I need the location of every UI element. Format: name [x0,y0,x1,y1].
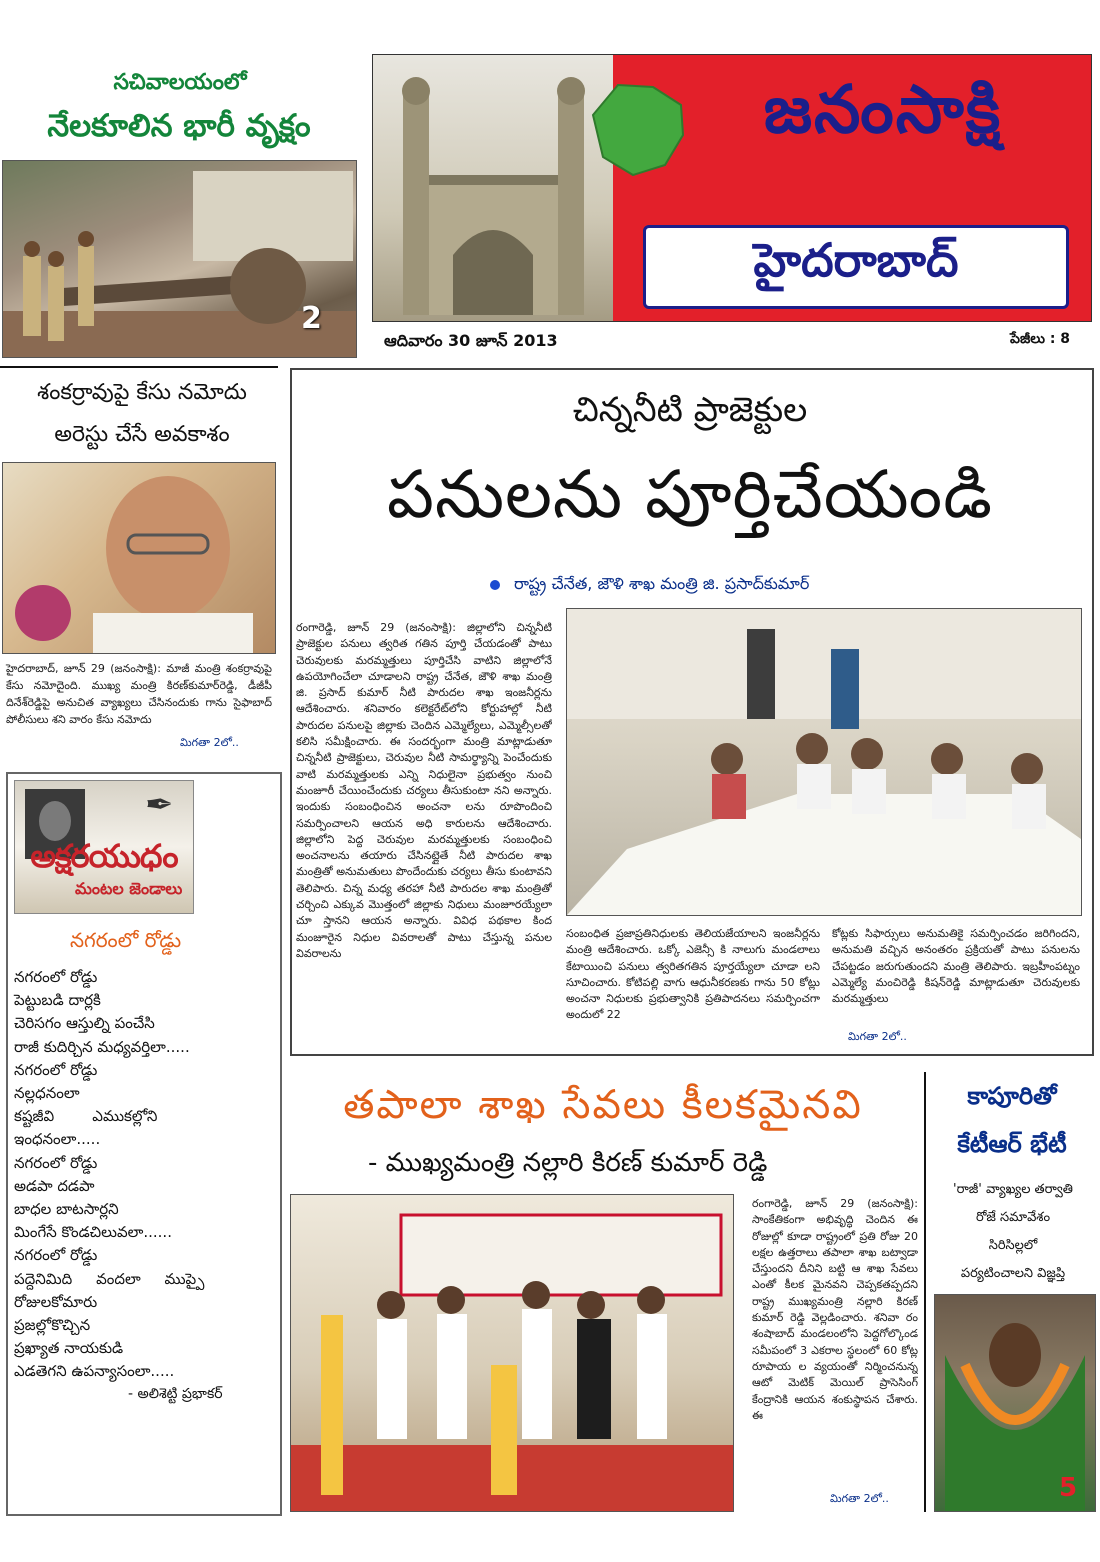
ktr-story-headline-2[interactable]: కేటీఆర్ భేటీ [957,1130,1067,1158]
masthead [372,54,1092,322]
tree-story-page-ref[interactable]: 2 [301,301,322,336]
charminar-image [373,55,613,321]
case-story-more-link[interactable]: మిగతా 2లో.. [180,736,239,749]
bullet-icon [490,580,500,590]
edition-name[interactable]: హైదరాబాద్ [753,233,959,287]
poem-title[interactable]: నగరంలో రోడ్డు [70,928,182,952]
poem-line: నగరంలో రోడ్డు [14,1060,98,1079]
fallen-tree-photo [2,160,357,358]
poem-line: నగరంలో రోడ్డు [14,968,98,986]
poem-line: నల్లధనంలా [14,1084,80,1103]
postal-story-body: రంగారెడ్డి, జూన్ 29 (జనంసాక్షి): సాంకేతికంగా అభివృద్ధి చెందిన ఈ రోజుల్లో కూడా రాష్ట్రంలో ప్రతి రోజు 20 లక్షల ఉత్తరాలు తపాలా శాఖ బట్వాడా చేస్తుందని దీనిని బట్టి ఆ శాఖ సేవలు ఎంతో కీలక మైనవని చెప్పకతప్పదని రాష్ట్ర ముఖ్యమంత్రి నల్లారి కిరణ్ కుమార్ రెడ్డి వెల్లడించారు. శనివా రం శంషాబాద్ మండలంలోని పెద్దగోల్కొండ సమీపంలో 3 ఎకరాల స్థలంలో 60 కోట్ల రూపాయ ల వ్యయంతో నిర్మించనున్న ఆటో మెటిక్ మెయిల్ ప్రాసెసింగ్ కేంద్రానికి ఆయన శంకుస్థాపన చేశారు. ఈ [752,1197,918,1422]
lead-story-kicker[interactable]: చిన్ననీటి ప్రాజెక్టుల [572,390,808,430]
poem-line: మింగేసే కొండచిలువలా...... [14,1223,172,1242]
poem-line: నగరంలో రోడ్డు [14,1246,98,1265]
column-subtitle: మంటల జెండాలు [75,879,183,898]
charminar-illustration [373,55,613,321]
poem-line: అడపా దడపా [14,1176,95,1195]
quill-icon: ✒ [145,785,174,825]
poem-line: బాధల బాటసార్లని [14,1200,119,1219]
poem-line: రాజీ కుదిర్చిన మధ్యవర్తిలా..... [14,1037,190,1056]
newspaper-name[interactable]: జనంసాక్షి [763,71,1003,148]
lead-story-col-2: సంబంధిత ప్రజాప్రతినిధులకు తెలియజేయాలని ఇంజనీర్లను మంత్రి ఆదేశించారు. ఒక్కో ఎజెన్సీ కి నాలుగు మండలాలు కేటాయించి పనులు త్వరితగతిన పూర్తయ్యేలా చూడా లని సూచించారు. కోటిపల్లి వాగు ఆధునీకరణకు గాను 50 కోట్లు అంచనా నిధులకు ప్రభుత్వానికి ప్రతిపాదనలు సమర్పించగా అందులో 22 [566,927,820,1022]
case-story-headline-1[interactable]: శంకర్రావుపై కేసు నమోదు [37,380,247,405]
poem-body [14,966,272,1384]
ktr-summary-line: 'రాజీ' వ్యాఖ్యల తర్వాతి [953,1182,1073,1197]
telangana-map-icon [583,75,693,185]
poem-author: - అలిశెట్టి ప్రభాకర్ [128,1386,223,1402]
tree-story-kicker: సచివాలయంలో [113,70,247,95]
poem-line: ఎడతెగని ఉపన్యాసంలా..... [14,1362,175,1381]
tree-story-headline[interactable]: నేలకూలిన భారీ వృక్షం [47,108,311,144]
poem-line: కష్టజీవి ఎముకల్లోని [14,1107,158,1126]
poem-line: ప్రజల్లోకొచ్చిన [14,1316,91,1335]
ktr-summary-line: సిరిసిల్లలో [988,1238,1038,1253]
portrait-illustration [3,463,275,653]
poem-line: ప్రఖ్యాత నాయకుడి [14,1339,124,1358]
poem-line: పద్దెనిమిది వందలా ముప్పై [14,1269,205,1288]
poem-line: పెట్టుబడి దార్లకి [14,991,101,1010]
shankar-rao-photo [2,462,276,654]
poem-line: చెరిసగం ఆస్తుల్ని పంచేసి [14,1014,155,1033]
postal-story-headline[interactable]: తపాలా శాఖ సేవలు కీలకమైనవి [343,1082,863,1128]
ktr-garland-photo [934,1294,1096,1512]
poem-line: ఇంధనంలా..... [14,1130,101,1149]
page-count: పేజీలు : 8 [1010,331,1071,347]
ktr-summary-line: రోజే సమావేశం [975,1210,1051,1225]
lead-story-col-1: రంగారెడ్డి, జూన్ 29 (జనంసాక్షి): జిల్లాలోని చిన్ననీటి ప్రాజెక్టుల పనులు త్వరిత గతిన పూర్తి చేయడంతో పాటు చెరువులకు మరమ్మత్తులు పూర్తిచేసి వాటిని జిల్లాలోనే ఉపయోగించేలా చూడాలని రాష్ట్ర చేనేత, జౌళి శాఖ మంత్రి జి. ప్రసాద్ కుమార్ నీటి పారుదల శాఖ ఇంజనీర్లను ఆదేశించారు. శనివారం కలెక్టరేట్‌లోని కోర్టుహాల్లో నీటి పారుదల పనులపై జిల్లాకు చెందిన ఎమ్మెల్యేలు, ఎమ్మెల్సీలతో కలిసి సమీక్షించారు. ఈ సందర్భంగా మంత్రి మాట్లాడుతూ చిన్ననీటి ప్రాజెక్టులు, చెరువుల నీటి సామర్థ్యాన్ని పెంచేందుకు వాటి మరమ్మత్తులకు ఎన్ని నిధులైనా ప్రభుత్వం నుంచి మంజూరీ చేయించేందుకు చర్యలు తీసుకుంటా నని అన్నారు. ఇందుకు సంబంధించిన అంచనా లను రూపొందించి సమర్పించాలని ఆయన అధి కారులను ఆదేశించారు. జిల్లాలోని పెద్ద చెరువుల మరమ్మత్తులకు సంబంధించి అంచనాలను తయారు చేసినట్లైతే నీటి పారుదల శాఖ మంత్రితో అనుమతులు పొందేందుకు చర్యలు తీసు కుంటావని తెలిపారు. చిన్న మధ్య తరహా నీటి పారుదల శాఖ మంత్రితో చర్చించి ఎక్కువ మొత్తంలో జిల్లాకు నిధులు మంజూరయ్యేలా చూ స్తానని ఆయన అన్నారు. వివిధ పథకాల కింద మంజూరైన నిధుల వివరాలతో పాటు చేస్తున్న పనుల వివరాలను [296,621,552,960]
ktr-story-summary [930,1176,1096,1288]
ceremony-illustration [291,1195,733,1511]
poem-line: రోజులకోమారు [14,1292,98,1311]
lead-story-more-link[interactable]: మిగతా 2లో.. [848,1030,907,1043]
ktr-summary-line: పర్యటించాలని విజ్ఞప్తి [960,1266,1066,1281]
case-story-headline-2[interactable]: అరెస్టు చేసే అవకాశం [54,422,230,447]
divider [0,366,278,368]
postal-story-more-link[interactable]: మిగతా 2లో.. [830,1492,889,1505]
postal-ceremony-photo [290,1194,734,1512]
ktr-story-headline-1[interactable]: కాపూరితో [967,1082,1057,1110]
case-story-body: హైదరాబాద్, జూన్ 29 (జనంసాక్షి): మాజీ మంత్రి శంకర్రావుపై కేసు నమోదైంది. ముఖ్య మంత్రి కిరణ్‌కుమార్‌రెడ్డి, డీజీపీ దినేశ్‌రెడ్డిపై అనుచిత వ్యాఖ్యలు చేసినందుకు గాను సైఫాబాద్ పోలీసులు శని వారం కేసు నమోదు [6,662,272,726]
issue-date: ఆదివారం 30 జూన్ 2013 [384,331,558,350]
divider [924,1072,926,1512]
lead-story-byline: రాష్ట్ర చేనేత, జౌళి శాఖ మంత్రి జి. ప్రసాద్‌కుమార్ [514,574,810,593]
postal-story-byline: - ముఖ్యమంత్రి నల్లారి కిరణ్ కుమార్ రెడ్డి [368,1148,768,1178]
lead-story-col-3: కోట్లకు సిఫార్సులు అనుమతికై సమర్పించడం జరిగిందని, అనుమతి వచ్చిన అనంతరం ప్రక్రియతో పాటు పనులను చేపట్టడం జరుగుతుందని మంత్రి తెలిపారు. ఇబ్రహీంపట్నం ఎమ్మెల్యే మంచిరెడ్డి కిషన్‌రెడ్డి మాట్లాడుతూ చెరువులకు మరమ్మత్తులు [832,927,1080,1006]
column-banner [14,780,194,914]
poem-line: నగరంలో రోడ్డు [14,1153,98,1172]
meeting-illustration [567,609,1081,915]
lead-story-headline[interactable]: పనులను పూర్తిచేయండి [387,456,993,533]
ktr-story-page-ref[interactable]: 5 [1059,1473,1078,1503]
column-title[interactable]: అక్షరయుధం [30,837,178,875]
review-meeting-photo [566,608,1082,916]
